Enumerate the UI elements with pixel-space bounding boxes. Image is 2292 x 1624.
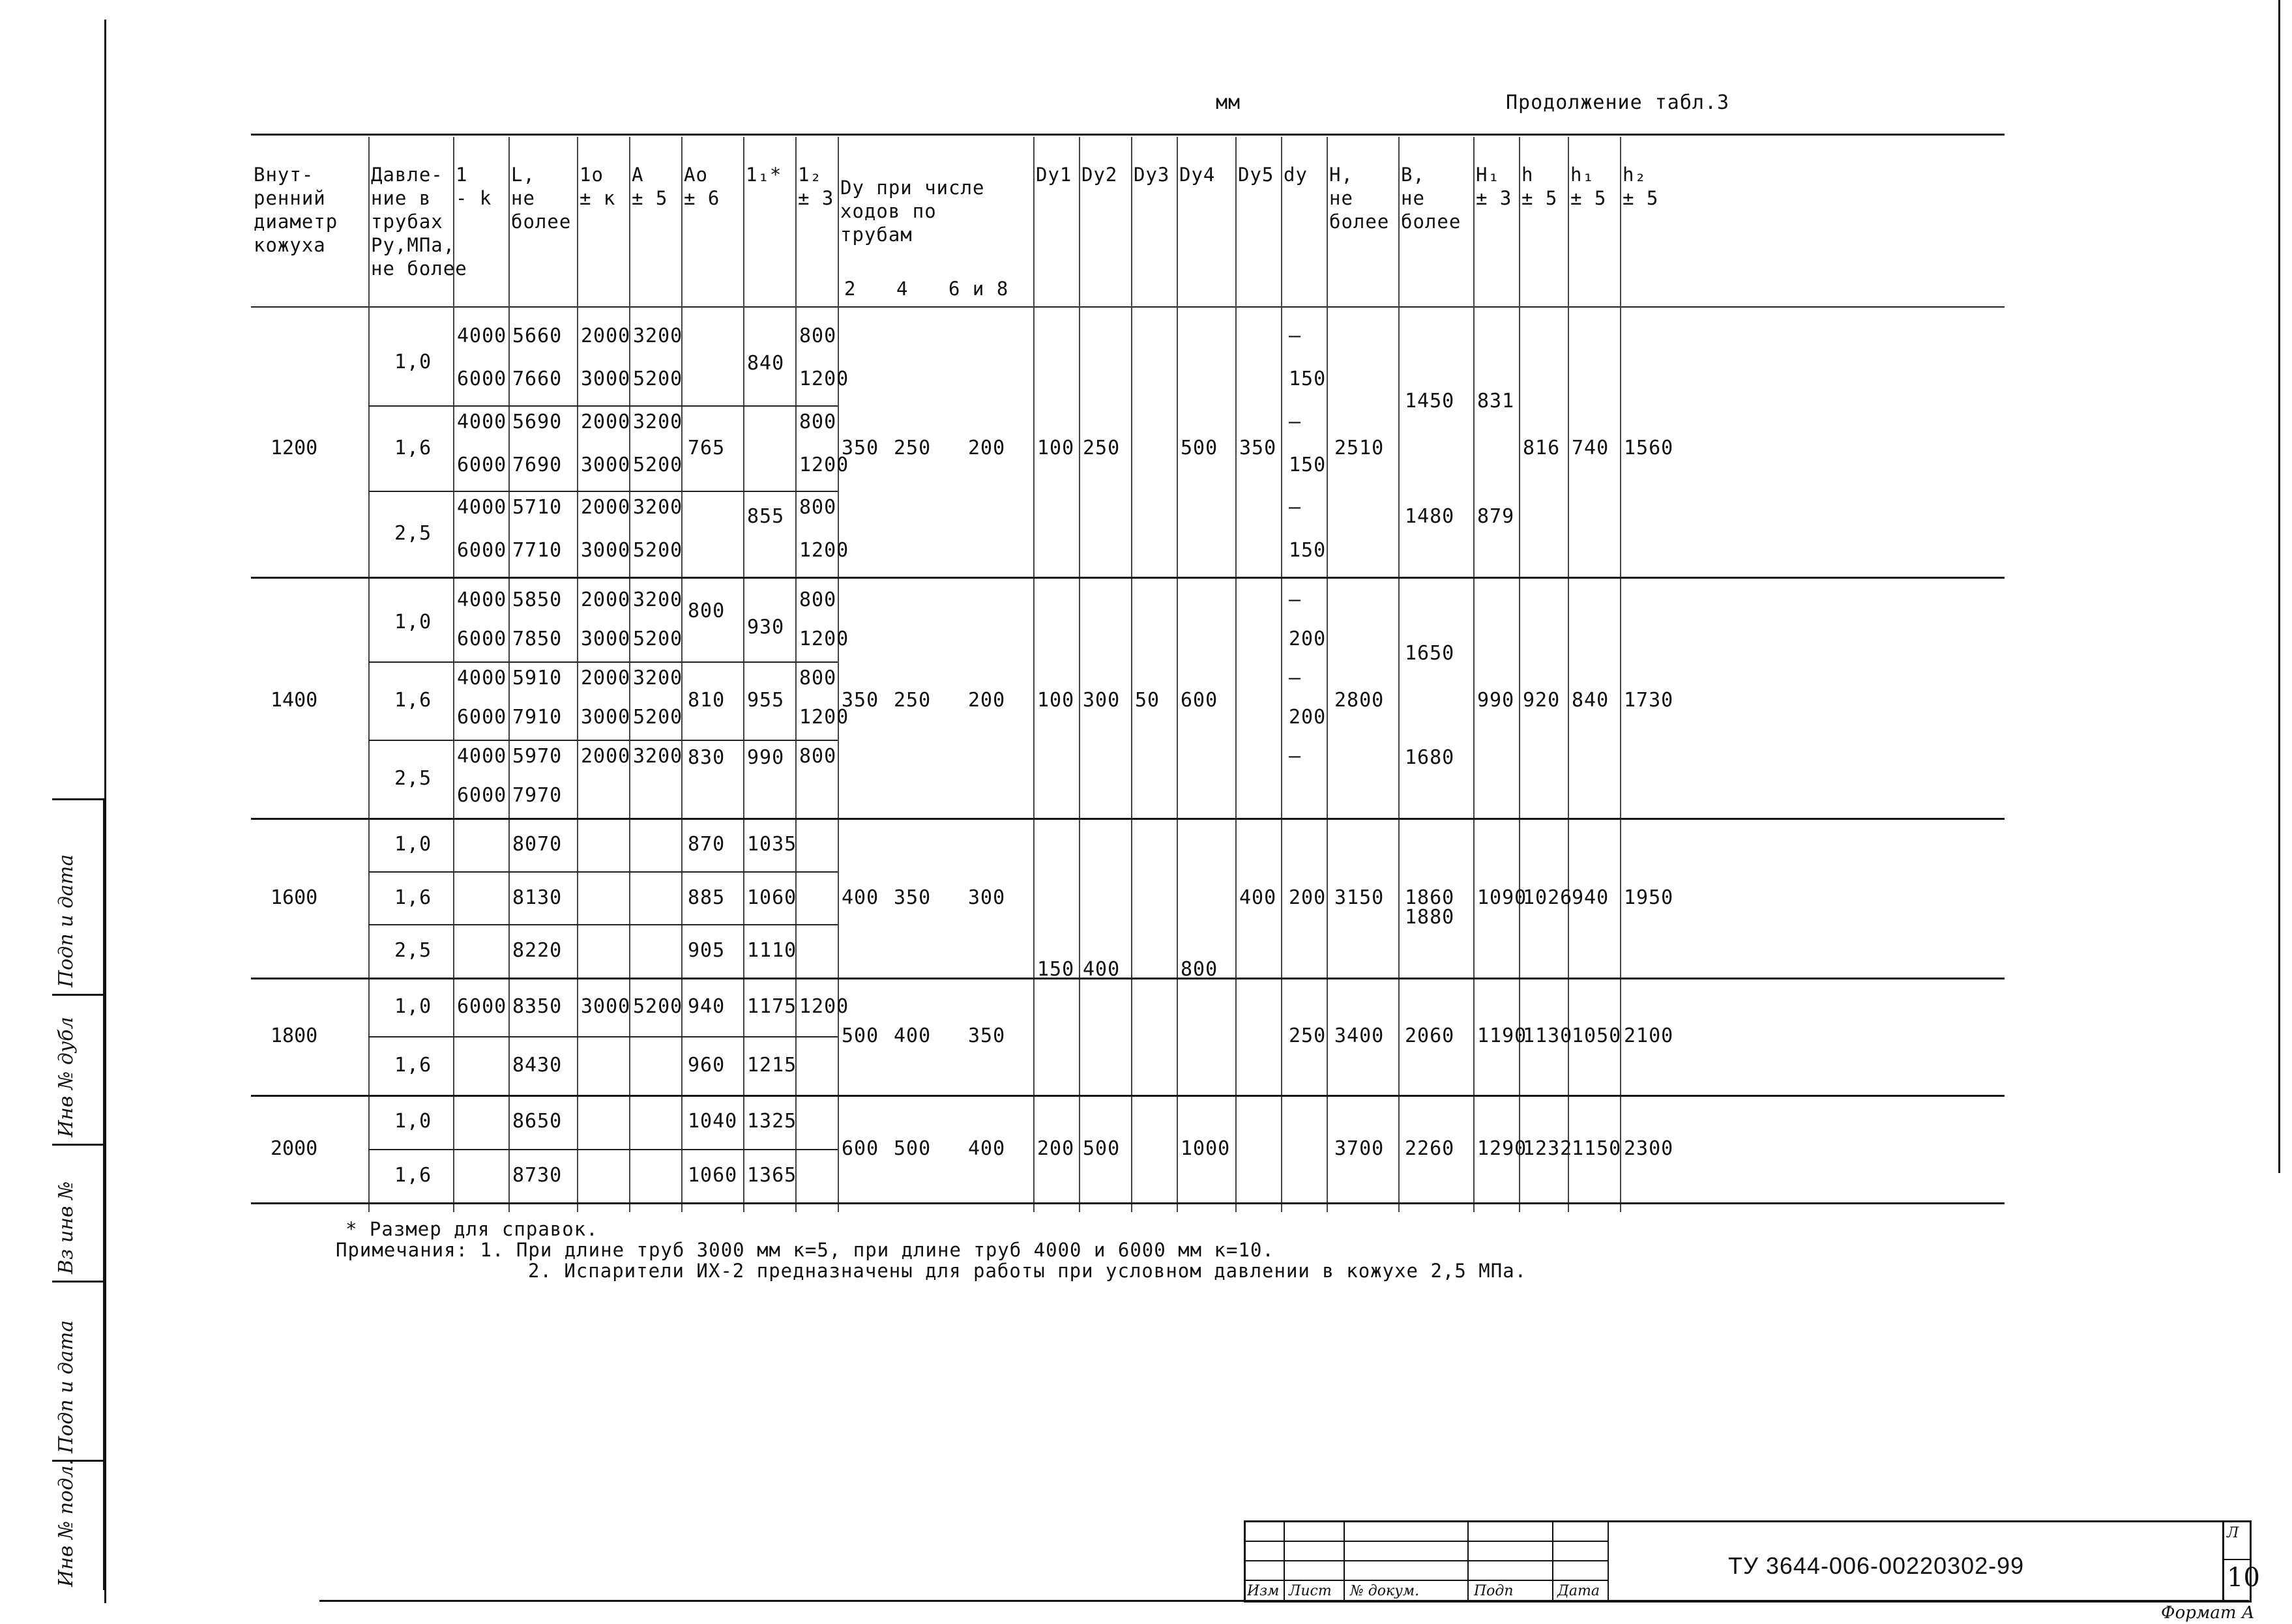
cell-dy: –: [1289, 496, 1302, 519]
common-dy4: 400: [894, 1024, 932, 1047]
column-header-l1: 1₁*: [746, 164, 782, 186]
cell-A: 5200: [633, 453, 683, 476]
cell-dy: 150: [1289, 453, 1327, 476]
common-dy2: 500: [842, 1024, 879, 1047]
column-separator: [1398, 137, 1400, 1212]
common-B: 1860: [1405, 886, 1455, 909]
stamp-label: Вз инв №: [55, 1181, 78, 1274]
common-Dy5: 350: [1239, 436, 1277, 459]
table-top-rule: [251, 134, 2005, 136]
common-h2: 1950: [1624, 886, 1674, 909]
cell-lo: 3000: [581, 453, 631, 476]
common-l1_25: 990: [747, 746, 785, 769]
cell-l1: 1110: [747, 939, 797, 963]
stamp-divider: [52, 798, 103, 800]
column-separator: [1235, 137, 1237, 1212]
column-separator: [368, 137, 370, 1212]
group-diameter: 1400: [271, 689, 318, 712]
cell-dy: –: [1289, 325, 1302, 347]
cell-A: 5200: [633, 995, 683, 1018]
common-H: 2510: [1334, 436, 1385, 459]
sheet-label: Л: [2227, 1525, 2239, 1541]
cell-l: 6000: [457, 539, 507, 562]
binding-stamp: [52, 798, 104, 1590]
common-l1_10: 840: [747, 352, 785, 375]
cell-l2: 800: [799, 667, 837, 689]
stamp-border: [103, 798, 105, 1590]
cell-L: 5690: [512, 410, 563, 433]
cell-A: 3200: [633, 325, 683, 347]
row-rule: [368, 405, 838, 407]
common-H: 3150: [1334, 886, 1385, 909]
common-Dy1_25: 150: [1037, 958, 1075, 981]
column-header-l: 1 - k: [456, 164, 492, 209]
column-header-L: L, не более: [511, 164, 572, 233]
cell-Ao: 960: [688, 1054, 726, 1077]
cell-l2: 800: [799, 745, 837, 768]
cell-l: 4000: [457, 325, 507, 347]
cell-A: 3200: [633, 496, 683, 519]
footnote: * Размер для справок.: [345, 1218, 598, 1240]
common-Ao_10: 800: [688, 600, 726, 622]
cell-L: 5710: [512, 496, 563, 519]
right-edge-line: [2278, 0, 2280, 1173]
column-header-dy: dy: [1284, 164, 1308, 186]
cell-l: 6000: [457, 453, 507, 476]
common-h1: 840: [1572, 689, 1609, 712]
cell-dy: 150: [1289, 539, 1327, 562]
cell-l1: 1060: [747, 886, 797, 909]
column-header-Dy5: Dy5: [1238, 164, 1274, 186]
common-dy68: 350: [968, 1024, 1006, 1047]
cell-L: 7910: [512, 706, 563, 729]
common-Dy5: 400: [1239, 886, 1277, 909]
pressure-cell: 1,0: [394, 350, 432, 373]
cell-l1: 1365: [747, 1163, 797, 1187]
column-separator: [1620, 137, 1621, 1212]
dy-subheader: 2: [844, 278, 857, 300]
common-H: 2800: [1334, 689, 1385, 712]
cell-dy: –: [1289, 667, 1302, 689]
title-block: [1244, 1520, 2260, 1602]
common-B_10: 1650: [1405, 642, 1455, 665]
common-Dy4: 500: [1181, 436, 1218, 459]
cell-A: 3200: [633, 588, 683, 611]
cell-L: 5660: [512, 325, 563, 347]
row-rule: [368, 871, 838, 873]
common-Dy1: 200: [1037, 1137, 1075, 1160]
column-separator: [1131, 137, 1132, 1212]
column-header-Dy1: Dy1: [1036, 164, 1072, 186]
column-separator: [453, 137, 454, 1212]
common-dy68: 400: [968, 1137, 1006, 1160]
cell-l2: 1200: [799, 706, 849, 729]
common-B_25: 1680: [1405, 746, 1455, 769]
cell-L: 5850: [512, 588, 563, 611]
cell-dy: 200: [1289, 628, 1327, 650]
common-l1_16: 955: [747, 689, 785, 712]
common-l1_10: 930: [747, 616, 785, 639]
column-header-Dy4: Dy4: [1179, 164, 1216, 186]
common-H: 3400: [1334, 1024, 1385, 1047]
cell-lo: 2000: [581, 325, 631, 347]
cell-l1: 1215: [747, 1054, 797, 1077]
cell-l: 4000: [457, 588, 507, 611]
cell-l1: 1175: [747, 995, 797, 1018]
stamp-label: Инв № подл.: [55, 1459, 78, 1587]
common-Dy1: 100: [1037, 689, 1075, 712]
common-l1_25: 855: [747, 505, 785, 528]
cell-L: 8730: [512, 1163, 563, 1187]
cell-lo: 2000: [581, 496, 631, 519]
stamp-divider: [52, 994, 103, 996]
cell-l2: 800: [799, 325, 837, 347]
notes-block: [336, 1218, 1527, 1282]
note-2: 2. Испарители ИХ-2 предназначены для работы при условном давлении в кожухе 2,5 МПа.: [528, 1260, 1527, 1282]
document-number: ТУ 3644-006-00220302-99: [1728, 1552, 2025, 1579]
pressure-cell: 1,0: [394, 995, 432, 1018]
row-rule: [368, 1149, 838, 1150]
common-B_25: 1480: [1405, 505, 1455, 528]
pressure-cell: 1,6: [394, 1054, 432, 1077]
cell-l2: 1200: [799, 628, 849, 650]
common-h2: 2100: [1624, 1024, 1674, 1047]
common-Ao_16: 810: [688, 689, 726, 712]
column-separator: [838, 137, 839, 1212]
common-dy2: 350: [842, 689, 879, 712]
common-Dy3: 50: [1135, 689, 1160, 712]
column-header-A: A ± 5: [632, 164, 668, 209]
common-h1: 740: [1572, 436, 1609, 459]
pressure-cell: 2,5: [394, 767, 432, 790]
cell-A: 5200: [633, 706, 683, 729]
common-H1: 1090: [1477, 886, 1527, 909]
column-header-h1: h₁ ± 5: [1570, 164, 1607, 209]
group-diameter: 1200: [271, 436, 318, 459]
common-h1: 1050: [1572, 1024, 1622, 1047]
cell-l: 6000: [457, 367, 507, 390]
cell-dy: 150: [1289, 367, 1327, 390]
common-Ao_25: 830: [688, 746, 726, 769]
common-Dy4: 600: [1181, 689, 1218, 712]
column-separator: [1473, 137, 1475, 1212]
common-H1: 1190: [1477, 1024, 1527, 1047]
cell-lo: 3000: [581, 995, 631, 1018]
cell-dy: –: [1289, 410, 1302, 433]
stamp-label: Инв № дубл: [55, 1017, 78, 1137]
cell-A: 3200: [633, 745, 683, 768]
common-Dy1: 100: [1037, 436, 1075, 459]
cell-A: 3200: [633, 410, 683, 433]
tb-label-doc: № докум.: [1350, 1583, 1420, 1599]
group-diameter: 1800: [271, 1024, 318, 1047]
column-header-Dy3: Dy3: [1134, 164, 1170, 186]
unit-label: мм: [1216, 91, 1241, 114]
pressure-cell: 1,0: [394, 1110, 432, 1133]
cell-l: 6000: [457, 628, 507, 650]
column-separator: [743, 137, 744, 1212]
cell-L: 8070: [512, 832, 563, 856]
cell-L: 8220: [512, 939, 563, 963]
common-dy4: 500: [894, 1137, 932, 1160]
column-header-lo: 1o ± к: [580, 164, 616, 209]
pressure-cell: 1,6: [394, 1163, 432, 1187]
common-h: 1130: [1523, 1024, 1573, 1047]
cell-Ao: 885: [688, 886, 726, 909]
pressure-cell: 2,5: [394, 939, 432, 963]
common-dy4: 250: [894, 436, 932, 459]
common-dy68: 300: [968, 886, 1006, 909]
cell-lo: 2000: [581, 588, 631, 611]
cell-L: 5970: [512, 745, 563, 768]
cell-lo: 2000: [581, 667, 631, 689]
cell-A: 5200: [633, 628, 683, 650]
cell-L: 8130: [512, 886, 563, 909]
pressure-cell: 1,6: [394, 436, 432, 459]
column-header-Ao: Ao ± 6: [684, 164, 720, 209]
cell-A: 5200: [633, 539, 683, 562]
common-dy68: 200: [968, 436, 1006, 459]
column-header-l2: 1₂ ± 3: [798, 164, 834, 209]
cell-l2: 800: [799, 588, 837, 611]
cell-Ao: 905: [688, 939, 726, 963]
cell-L: 5910: [512, 667, 563, 689]
column-header-p: Давле- ние в трубах Ру,МПа, не более: [371, 164, 467, 280]
cell-L: 7850: [512, 628, 563, 650]
cell-l2: 1200: [799, 367, 849, 390]
cell-Ao: 1060: [688, 1163, 738, 1187]
cell-L: 7690: [512, 453, 563, 476]
common-h2: 1560: [1624, 436, 1674, 459]
stamp-label: Подп и дата: [55, 854, 78, 987]
stamp-label: Подп и дата: [55, 1320, 78, 1453]
dy-subheader: 4: [896, 278, 909, 300]
cell-l2: 800: [799, 496, 837, 519]
cell-l: 6000: [457, 706, 507, 729]
common-H1_25: 879: [1477, 505, 1515, 528]
common-H: 3700: [1334, 1137, 1385, 1160]
group-rule: [251, 577, 2005, 579]
common-h1: 940: [1572, 886, 1609, 909]
title-block-grid: [1246, 1522, 1608, 1601]
column-header-h: h ± 5: [1521, 164, 1558, 209]
cell-dy: 200: [1289, 706, 1327, 729]
common-Dy4_25: 800: [1181, 958, 1218, 981]
bottom-rule: [319, 1600, 2249, 1602]
group-rule: [251, 1202, 2005, 1204]
common-h2: 2300: [1624, 1137, 1674, 1160]
pressure-cell: 2,5: [394, 522, 432, 545]
common-dy2: 350: [842, 436, 879, 459]
cell-lo: 3000: [581, 628, 631, 650]
cell-L: 8650: [512, 1110, 563, 1133]
column-separator: [1177, 137, 1178, 1212]
common-Ao: 765: [688, 436, 726, 459]
column-separator: [1281, 137, 1282, 1212]
column-separator: [577, 137, 578, 1212]
row-rule: [368, 924, 838, 925]
note-1: Примечания: 1. При длине труб 3000 мм к=5, при длине труб 4000 и 6000 мм к=10.: [336, 1239, 1274, 1261]
cell-Ao: 870: [688, 832, 726, 856]
common-dy2: 600: [842, 1137, 879, 1160]
column-header-d: Внут- ренний диаметр кожуха: [254, 164, 338, 256]
tb-label-data: Дата: [1557, 1583, 1600, 1599]
group-rule: [251, 818, 2005, 820]
column-header-Dy2: Dy2: [1081, 164, 1118, 186]
tb-label-list: Лист: [1289, 1583, 1332, 1599]
cell-A: 3200: [633, 667, 683, 689]
common-Dy4: 1000: [1181, 1137, 1231, 1160]
common-Dy2: 300: [1083, 689, 1121, 712]
cell-lo: 3000: [581, 367, 631, 390]
row-rule: [368, 1036, 838, 1037]
common-H1: 1290: [1477, 1137, 1527, 1160]
common-H1_16: 831: [1477, 389, 1515, 413]
sheet-number: 10: [2227, 1563, 2260, 1593]
group-diameter: 2000: [271, 1137, 318, 1160]
row-rule: [368, 661, 838, 663]
row-rule: [368, 740, 838, 741]
common-Dy2: 500: [1083, 1137, 1121, 1160]
column-separator: [508, 137, 510, 1212]
cell-L: 7710: [512, 539, 563, 562]
format-label: Формат А: [2161, 1603, 2255, 1623]
column-header-H1: H₁ ± 3: [1476, 164, 1512, 209]
cell-L: 7660: [512, 367, 563, 390]
pressure-cell: 1,6: [394, 886, 432, 909]
cell-l2: 1200: [799, 453, 849, 476]
common-dy4: 250: [894, 689, 932, 712]
common-dy68: 200: [968, 689, 1006, 712]
common-H1: 990: [1477, 689, 1515, 712]
cell-Ao: 1040: [688, 1110, 738, 1133]
sheet-cell: [2222, 1522, 2260, 1601]
cell-L: 8350: [512, 995, 563, 1018]
pressure-cell: 1,6: [394, 689, 432, 712]
tb-label-izm: Изм: [1247, 1583, 1280, 1599]
cell-lo: 3000: [581, 706, 631, 729]
cell-l: 4000: [457, 496, 507, 519]
common-h2: 1730: [1624, 689, 1674, 712]
column-header-h2: h₂ ± 5: [1623, 164, 1659, 209]
common-Dy2_25: 400: [1083, 958, 1121, 981]
cell-l2: 1200: [799, 539, 849, 562]
common-B: 2060: [1405, 1024, 1455, 1047]
stamp-divider: [52, 1144, 103, 1146]
cell-l: 6000: [457, 784, 507, 807]
cell-l: 4000: [457, 745, 507, 768]
common-h: 816: [1523, 436, 1561, 459]
common-Dy2: 250: [1083, 436, 1121, 459]
common-h: 1232: [1523, 1137, 1573, 1160]
cell-l: 4000: [457, 667, 507, 689]
cell-l: 6000: [457, 995, 507, 1018]
common-dy: 250: [1289, 1024, 1327, 1047]
column-separator: [795, 137, 797, 1212]
common-B: 2260: [1405, 1137, 1455, 1160]
cell-L: 8430: [512, 1054, 563, 1077]
cell-lo: 2000: [581, 745, 631, 768]
cell-l: 4000: [457, 410, 507, 433]
common-dy2: 400: [842, 886, 879, 909]
cell-l2: 1200: [799, 995, 849, 1018]
cell-Ao: 940: [688, 995, 726, 1018]
cell-l2: 800: [799, 410, 837, 433]
pressure-cell: 1,0: [394, 611, 432, 633]
cell-dy: –: [1289, 745, 1302, 768]
dy-subheader: 6 и 8: [948, 278, 1009, 300]
common-B_16: 1450: [1405, 389, 1455, 413]
column-separator: [1079, 137, 1080, 1212]
cell-l1: 1325: [747, 1110, 797, 1133]
column-separator: [1327, 137, 1328, 1212]
group-rule: [251, 978, 2005, 979]
cell-lo: 3000: [581, 539, 631, 562]
table-header-rule: [251, 306, 2005, 308]
cell-L: 7970: [512, 784, 563, 807]
group-rule: [251, 1095, 2005, 1097]
column-header-Dy: Dy при числе ходов по трубам: [840, 177, 985, 246]
common-dy: 200: [1289, 886, 1327, 909]
column-separator: [1519, 137, 1520, 1212]
column-separator: [1033, 137, 1035, 1212]
column-header-H: H, не более: [1329, 164, 1390, 233]
common-h: 1026: [1523, 886, 1573, 909]
group-diameter: 1600: [271, 886, 318, 909]
row-rule: [368, 491, 838, 492]
column-separator: [1568, 137, 1569, 1212]
column-header-B: B, не более: [1401, 164, 1462, 233]
common-dy4: 350: [894, 886, 932, 909]
tb-label-podp: Подп: [1474, 1583, 1514, 1599]
cell-lo: 2000: [581, 410, 631, 433]
common-B_25: 1880: [1405, 906, 1455, 929]
data-table: [251, 130, 2005, 1225]
common-h1: 1150: [1572, 1137, 1622, 1160]
cell-A: 5200: [633, 367, 683, 390]
continuation-title: Продолжение табл.3: [1506, 91, 1730, 114]
common-h: 920: [1523, 689, 1561, 712]
pressure-cell: 1,0: [394, 832, 432, 856]
stamp-divider: [52, 1281, 103, 1283]
cell-dy: –: [1289, 588, 1302, 611]
cell-l1: 1035: [747, 832, 797, 856]
